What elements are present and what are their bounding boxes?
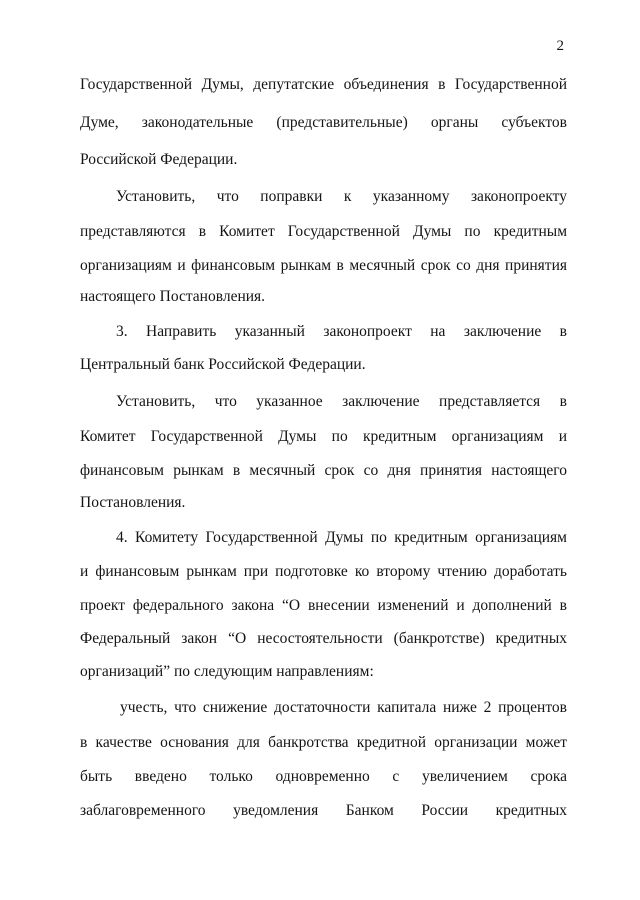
text-line: Установить, что поправки к указанному законопроекту — [116, 188, 567, 205]
text-line: организаций” по следующим направлениям: — [80, 663, 374, 680]
text-line: 4. Комитету Государственной Думы по кредитным организациям — [116, 529, 567, 546]
text-line: быть введено только одновременно с увеличением срока — [80, 768, 567, 785]
text-line: в качестве основания для банкротства кредитной организации может — [80, 734, 567, 751]
text-line: заблаговременного уведомления Банком России кредитных — [80, 802, 567, 819]
text-line: настоящего Постановления. — [80, 288, 266, 305]
text-line: и финансовым рынкам при подготовке ко второму чтению доработать — [80, 563, 567, 580]
text-line: проект федерального закона “О внесении изменений и дополнений в — [80, 597, 567, 614]
text-line: Центральный банк Российской Федерации. — [80, 356, 366, 373]
text-line: представляются в Комитет Государственной Думы по кредитным — [80, 223, 567, 240]
text-line: Государственной Думы, депутатские объединения в Государственной — [80, 76, 567, 93]
text-line: Федеральный закон “О несостоятельности (банкротстве) кредитных — [80, 630, 567, 647]
text-line: учесть, что снижение достаточности капитала ниже 2 процентов — [120, 699, 567, 716]
text-line: Думе, законодательные (представительные) органы субъектов — [80, 114, 567, 131]
text-line: Постановления. — [80, 494, 186, 511]
text-line: Комитет Государственной Думы по кредитным организациям и — [80, 428, 567, 445]
text-line: финансовым рынкам в месячный срок со дня принятия настоящего — [80, 462, 567, 479]
text-line: Российской Федерации. — [80, 151, 238, 168]
text-line: организациям и финансовым рынкам в месячный срок со дня принятия — [80, 257, 567, 274]
text-line: 3. Направить указанный законопроект на заключение в — [116, 323, 567, 340]
page-number: 2 — [556, 38, 564, 54]
text-line: Установить, что указанное заключение представляется в — [116, 393, 567, 410]
